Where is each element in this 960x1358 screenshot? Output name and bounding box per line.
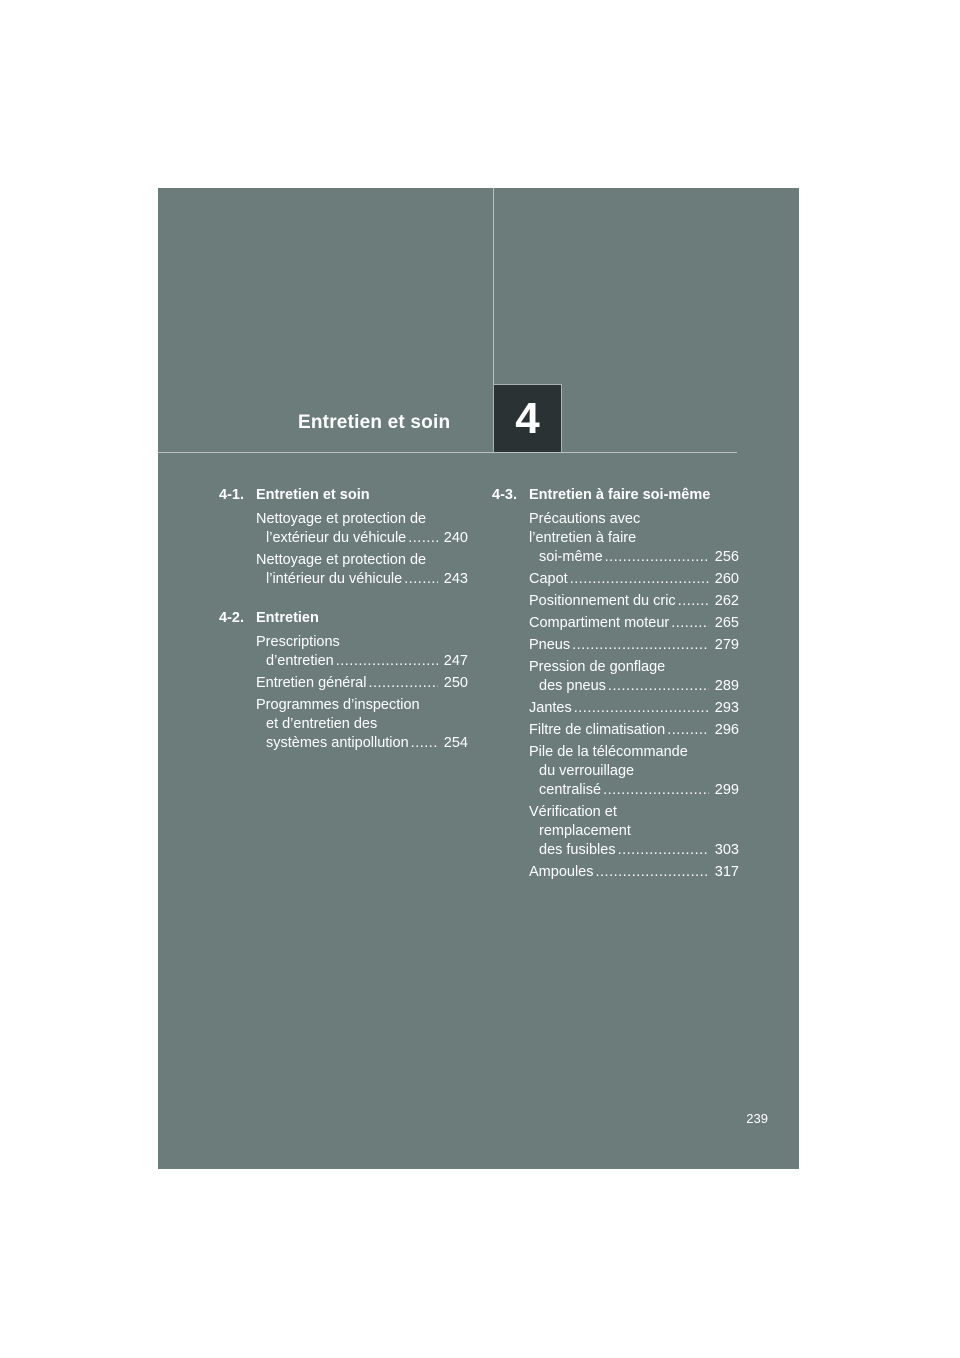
toc-entry[interactable]: [256, 674, 468, 693]
toc-section: [219, 486, 468, 589]
toc-column-left: [219, 486, 468, 756]
section-number: 4-1.: [219, 487, 244, 503]
toc-page-number: 254: [443, 735, 468, 751]
section-number: 4-2.: [219, 610, 244, 626]
vertical-divider: [493, 188, 494, 384]
toc-page-number: 243: [443, 571, 468, 587]
toc-page-number: 293: [714, 700, 739, 716]
toc-entry-text: Vérification et: [529, 804, 617, 820]
toc-entry-line: [529, 841, 739, 860]
toc-entry-text: Précautions avec: [529, 511, 641, 527]
toc-entry-line: [529, 636, 739, 655]
toc-entry[interactable]: [529, 721, 739, 740]
toc-entry-text: Prescriptions: [256, 634, 340, 650]
section-number: 4-3.: [492, 487, 517, 503]
dot-leader: [595, 863, 709, 882]
toc-entry-text: d’entretien: [266, 653, 334, 669]
section-heading[interactable]: [219, 609, 468, 628]
horizontal-divider: [158, 452, 737, 453]
toc-entry-text: du verrouillage: [539, 763, 635, 779]
section-heading[interactable]: [492, 486, 739, 505]
section-entries: [256, 510, 468, 589]
toc-entry-line: [256, 570, 468, 589]
toc-entry[interactable]: [529, 592, 739, 611]
dot-leader: [570, 570, 709, 589]
toc-entry-line: [256, 652, 468, 671]
toc-page-number: 256: [714, 549, 739, 565]
toc-entry-text: l’intérieur du véhicule: [266, 571, 403, 587]
toc-entry[interactable]: [529, 636, 739, 655]
toc-entry-text: Positionnement du cric: [529, 593, 676, 609]
toc-entry-text: Entretien général: [256, 675, 367, 691]
toc-entry-text: des pneus: [539, 678, 606, 694]
toc-entry[interactable]: [529, 699, 739, 718]
toc-entry-text: Nettoyage et protection de: [256, 552, 427, 568]
toc-page-number: 317: [714, 864, 739, 880]
dot-leader: [404, 570, 438, 589]
toc-entry-text: Pile de la télécommande: [529, 744, 688, 760]
toc-page-number: 279: [714, 637, 739, 653]
toc-entry[interactable]: [529, 570, 739, 589]
toc-page-number: 299: [714, 782, 739, 798]
dot-leader: [574, 699, 709, 718]
toc-page-number: 247: [443, 653, 468, 669]
toc-entry-text: soi-même: [539, 549, 603, 565]
toc-entry-line: [256, 529, 468, 548]
dot-leader: [608, 677, 709, 696]
toc-entry[interactable]: [256, 551, 468, 589]
toc-column-right: [492, 486, 739, 885]
dot-leader: [678, 592, 709, 611]
toc-entry-line: [529, 614, 739, 633]
toc-entry-text: Nettoyage et protection de: [256, 511, 427, 527]
toc-entry-text: l’extérieur du véhicule: [266, 530, 407, 546]
dot-leader: [336, 652, 438, 671]
toc-entry-text: centralisé: [539, 782, 602, 798]
section-title: Entretien: [256, 610, 319, 626]
toc-section: [492, 486, 739, 882]
toc-entry-text: remplacement: [539, 823, 631, 839]
toc-entry-line: [529, 863, 739, 882]
page-number: 239: [746, 1111, 768, 1126]
toc-entry-text: systèmes antipollution: [266, 735, 409, 751]
toc-entry-line: [256, 674, 468, 693]
toc-entry-text: Pression de gonflage: [529, 659, 666, 675]
toc-entry-line: [529, 677, 739, 696]
section-title: Entretien et soin: [256, 487, 370, 503]
dot-leader: [667, 721, 709, 740]
dot-leader: [572, 636, 709, 655]
section-entries: [529, 510, 739, 882]
dot-leader: [603, 781, 709, 800]
toc-entry-text: Ampoules: [529, 864, 594, 880]
toc-entry-text: et d’entretien des: [266, 716, 378, 732]
toc-entry-text: Programmes d’inspection: [256, 697, 420, 713]
toc-entry-line: [529, 721, 739, 740]
toc-entry-line: [529, 570, 739, 589]
toc-page-number: 250: [443, 675, 468, 691]
toc-entry-text: Filtre de climatisation: [529, 722, 666, 738]
chapter-panel: [158, 188, 799, 1169]
toc-entry-text: Capot: [529, 571, 568, 587]
toc-entry[interactable]: [529, 803, 739, 860]
dot-leader: [368, 674, 438, 693]
chapter-title: Entretien et soin: [298, 412, 451, 433]
toc-entry[interactable]: [529, 863, 739, 882]
toc-entry-text: l’entretien à faire: [529, 530, 637, 546]
section-heading[interactable]: [219, 486, 468, 505]
toc-entry[interactable]: [256, 696, 468, 753]
chapter-number-badge: 4: [493, 384, 562, 452]
section-entries: [256, 633, 468, 753]
toc-entry[interactable]: [529, 743, 739, 800]
dot-leader: [408, 529, 438, 548]
toc-entry-line: [529, 699, 739, 718]
dot-leader: [671, 614, 709, 633]
section-title: Entretien à faire soi-même: [529, 487, 711, 503]
toc-page-number: 260: [714, 571, 739, 587]
toc-page-number: 303: [714, 842, 739, 858]
toc-page-number: 262: [714, 593, 739, 609]
toc-entry-line: [256, 734, 468, 753]
toc-page-number: 265: [714, 615, 739, 631]
toc-page-number: 240: [443, 530, 468, 546]
toc-entry[interactable]: [529, 658, 739, 696]
toc-section: [219, 609, 468, 753]
dot-leader: [618, 841, 709, 860]
toc-entry[interactable]: [529, 510, 739, 567]
toc-entry-text: Jantes: [529, 700, 572, 716]
dot-leader: [605, 548, 709, 567]
toc-entry-text: Compartiment moteur: [529, 615, 670, 631]
toc-entry-line: [529, 781, 739, 800]
toc-entry-text: Pneus: [529, 637, 571, 653]
toc-page-number: 296: [714, 722, 739, 738]
toc-entry-text: des fusibles: [539, 842, 616, 858]
toc-entry-line: [529, 548, 739, 567]
toc-entry[interactable]: [256, 510, 468, 548]
toc-entry-line: [529, 592, 739, 611]
toc-entry[interactable]: [529, 614, 739, 633]
toc-entry[interactable]: [256, 633, 468, 671]
toc-page-number: 289: [714, 678, 739, 694]
dot-leader: [411, 734, 438, 753]
